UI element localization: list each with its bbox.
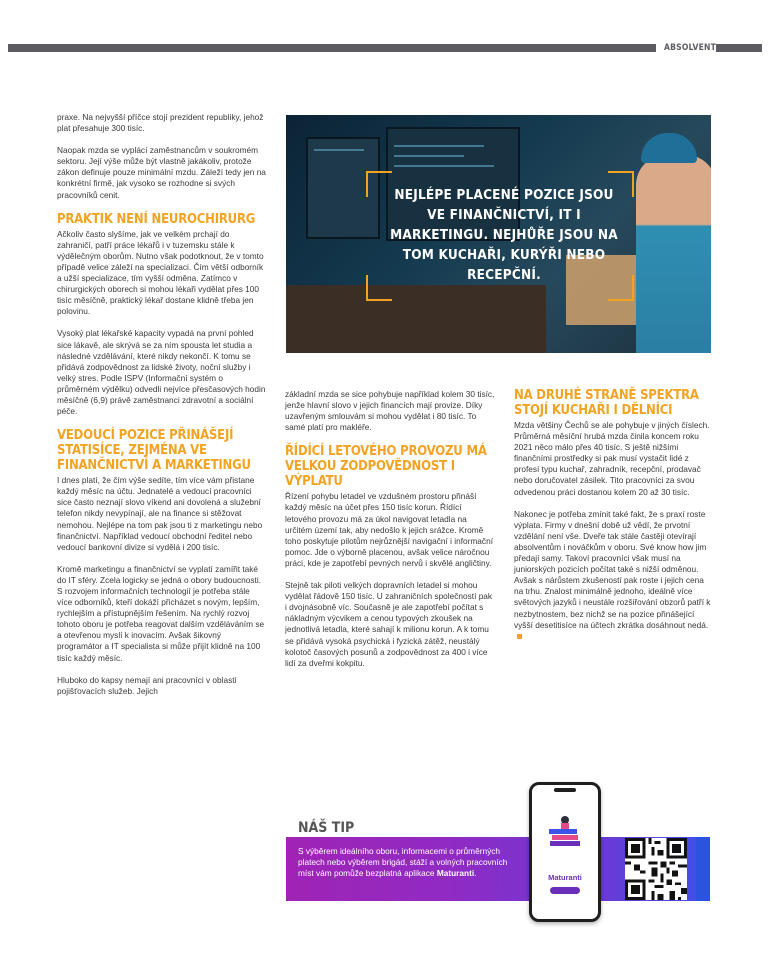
paragraph: Mzda většiny Čechů se ale pohybuje v jiných číslech. Průměrná měsíční hrubá mzda činila koncem roku 2021 něco málo přes 40 tisíc. S ještě nižšími finančními prostředky si pak musí vystačit lidé z profesí typu kuchař, zahradník, recepční, prodavač nebo doručovatel zásilek. Tito pracovníci za svou odvedenou práci dostanou kolem 20 až 30 tisíc. [514,420,710,497]
paragraph: Hluboko do kapsy nemají ani pracovníci v oblasti pojišťovacích služeb. Jejich [57,674,237,696]
app-brand: Maturanti [548,873,582,882]
paragraph: Řízení pohybu letadel ve vzdušném prostoru přináší každý měsíc na účet přes 150 tisíc korun. Řídící letového provozu má za úkol navigovat letadla na určitém území tak, aby nedošlo k jejich srážce. Kromě toho poskytuje pilotům nejrůznější navigační i informační pomoc. Jde o výborně placenou, avšak velice náročnou práci, kde je zapotřebí pevných nervů i skvělé angličtiny. [285,491,493,568]
photo-caption: NEJLÉPE PLACENÉ POZICE JSOU VE FINANČNICTVÍ, IT I MARKETINGU. NEJHŮŘE JSOU NA TOM KUCHAŘI, KURÝŘI NEBO RECEPČNÍ. [390,187,618,283]
feature-photo [286,115,711,353]
books-illustration-icon [546,811,584,855]
desk [286,285,546,353]
column-1 [57,112,267,708]
tip-text-main: S výběrem ideálního oboru, informacemi o průměrných platech nebo výběrem brigád, stáží a volných pracovních míst vám pomůže bezplatná aplikace [298,846,508,879]
column-3 [514,388,714,653]
app-button [550,887,580,894]
paragraph: Stejně tak piloti velkých dopravních letadel si mohou vydělat řádově 150 tisíc. U zahraničních společností pak i dvojnásobně víc. Současně je ale zapotřebí počítat s nákladným výcvikem a cenou typových zkoušek na jednotlivá letadla, které sahají k milionu korun. A k tomu se přidává vysoká psychická i fyzická zátěž, neustálý kolotoč časových posunů a zodpovědnost za 400 i více lidí za dveřmi kokpitu. [285,580,493,668]
code-line [394,165,494,167]
paragraph: základní mzda se sice pohybuje například kolem 30 tisíc, jenže hlavní slovo v jejich financích mají provize. Díky uzavřeným smlouvám si mohou vydělat i 80 tisíc. To samé platí pro makléře. [285,389,495,433]
article-end-icon [517,634,522,639]
section-heading: VEDOUCÍ POZICE PŘINÁŠEJÍ STATISÍCE, ZEJMÉNA VE FINANČNICTVÍ A MARKETINGU [57,428,251,474]
app-name: Maturanti [436,868,475,879]
paragraph: praxe. Na nejvyšší příčce stojí prezident republiky, jehož plat přesahuje 300 tisíc. [57,112,264,134]
paragraph: Naopak mzda se vyplácí zaměstnancům v soukromém sektoru. Její výše může být vlastně jakákoliv, protože zákon definuje pouze minimální mzdu. Záleží tedy jen na konkrétní firmě, jak vysoko se rozhodne si svých pracovníků cenit. [57,145,266,200]
phone-mockup [529,782,601,922]
paragraph: Ačkoliv často slyšíme, jak ve velkém prchají do zahraničí, patří práce lékařů i v tuzemsku stále k výdělečným oborům. Nutno však podotknout, že v tomto případě velice záleží na specializaci. Čím větší odborník a užší specializace, tím vyšší odměna. Zatímco v chirurgických oborech si mohou lékaři vydělat přes 100 tisíc měsíčně, praktický lékař dostane klidně třeba jen polovinu. [57,228,264,317]
paragraph: I dnes platí, že čím výše sedíte, tím více vám přistane každý měsíc na účtu. Jednatelé a vedoucí pracovníci sice často neznají slovo víkend ani dovolená a služební telefon nikdy nevypínají, ale na finance si stěžovat nemohou. Nejlépe na tom pak jsou ti z marketingu nebo finančnictví. Například vedoucí obchodní ředitel nebo vedoucí bankovní divize si vydělá i 200 tisíc. [57,475,263,552]
section-heading: NA DRUHÉ STRANĚ SPEKTRA STOJÍ KUCHAŘI I DĚLNÍCI [514,388,699,418]
courier-cap [641,133,697,163]
code-line [394,155,464,157]
section-heading: ŘÍDÍCÍ LETOVÉHO PROVOZU MÁ VELKOU ZODPOVĚDNOST I VÝPLATU [285,444,487,490]
tip-title: NÁŠ TIP [298,820,355,836]
phone-notch [554,788,576,792]
tip-accent-bar [696,837,710,901]
paragraph: Vysoký plat lékařské kapacity vypadá na první pohled sice lákavě, ale skrývá se za ním spousta let studia a následné vzdělávání, které nikdy nekončí. K tomu se přidává zodpovědnost za lidské životy, noční služby i velký stres. Podle ISPV (Informační systém o průměrném výdělku) odvedli nejvíce přesčasových hodin měsíčně (6,9) právě zaměstnanci zdravotní a sociální péče. [57,328,266,417]
courier-figure [636,155,711,353]
header-rule-right [716,44,762,52]
paragraph-text: Nakonec je potřeba zmínit také fakt, že s praxí roste výplata. Firmy v dnešní době už vědí, že prvotní vzdělání není vše. Dveře tak stále častěji otevírají absolventům i nováčkům v oboru. Své know how jim předají samy. Takoví pracovníci však musí na juniorských pozicích počítat také s nižší odměnou. Avšak s nárůstem zkušeností pak roste i jejich cena na trhu. Znalost minimálně jednoho, ideálně více světových jazyků i neustále rozšiřování obzorů patří k nezbytnostem, bez nichž se na pozice přinášející vyšší desetitisíce na účtech zkrátka dosáhnout nedá. [514,508,711,630]
header-rule-left [8,44,656,52]
tip-text-end: . [474,868,477,879]
paragraph [514,509,714,642]
code-line [394,145,484,147]
code-line [314,149,364,151]
qr-code-icon [625,838,687,900]
section-label: ABSOLVENT [664,43,717,53]
section-heading: PRAKTIK NENÍ NEUROCHIRURG [57,211,256,227]
column-2 [285,389,495,680]
tip-text [298,846,510,879]
paragraph: Kromě marketingu a finančnictví se vyplatí zamířit také do IT sféry. Zcela logicky se jedná o obory budoucnosti. S rozvojem informačních technologií je potřeba stále více odborníků, kteří dokáží přicházet s novým, lepším, rychlejším a přístupnějším řešením. Na rychlý rozvoj tohoto oboru je potřeba reagovat dalším vzděláváním se a otevřenou myslí k inovacím. Avšak šikovný programátor a IT specialista si může přijít klidně na 100 tisíc každý měsíc. [57,563,265,663]
